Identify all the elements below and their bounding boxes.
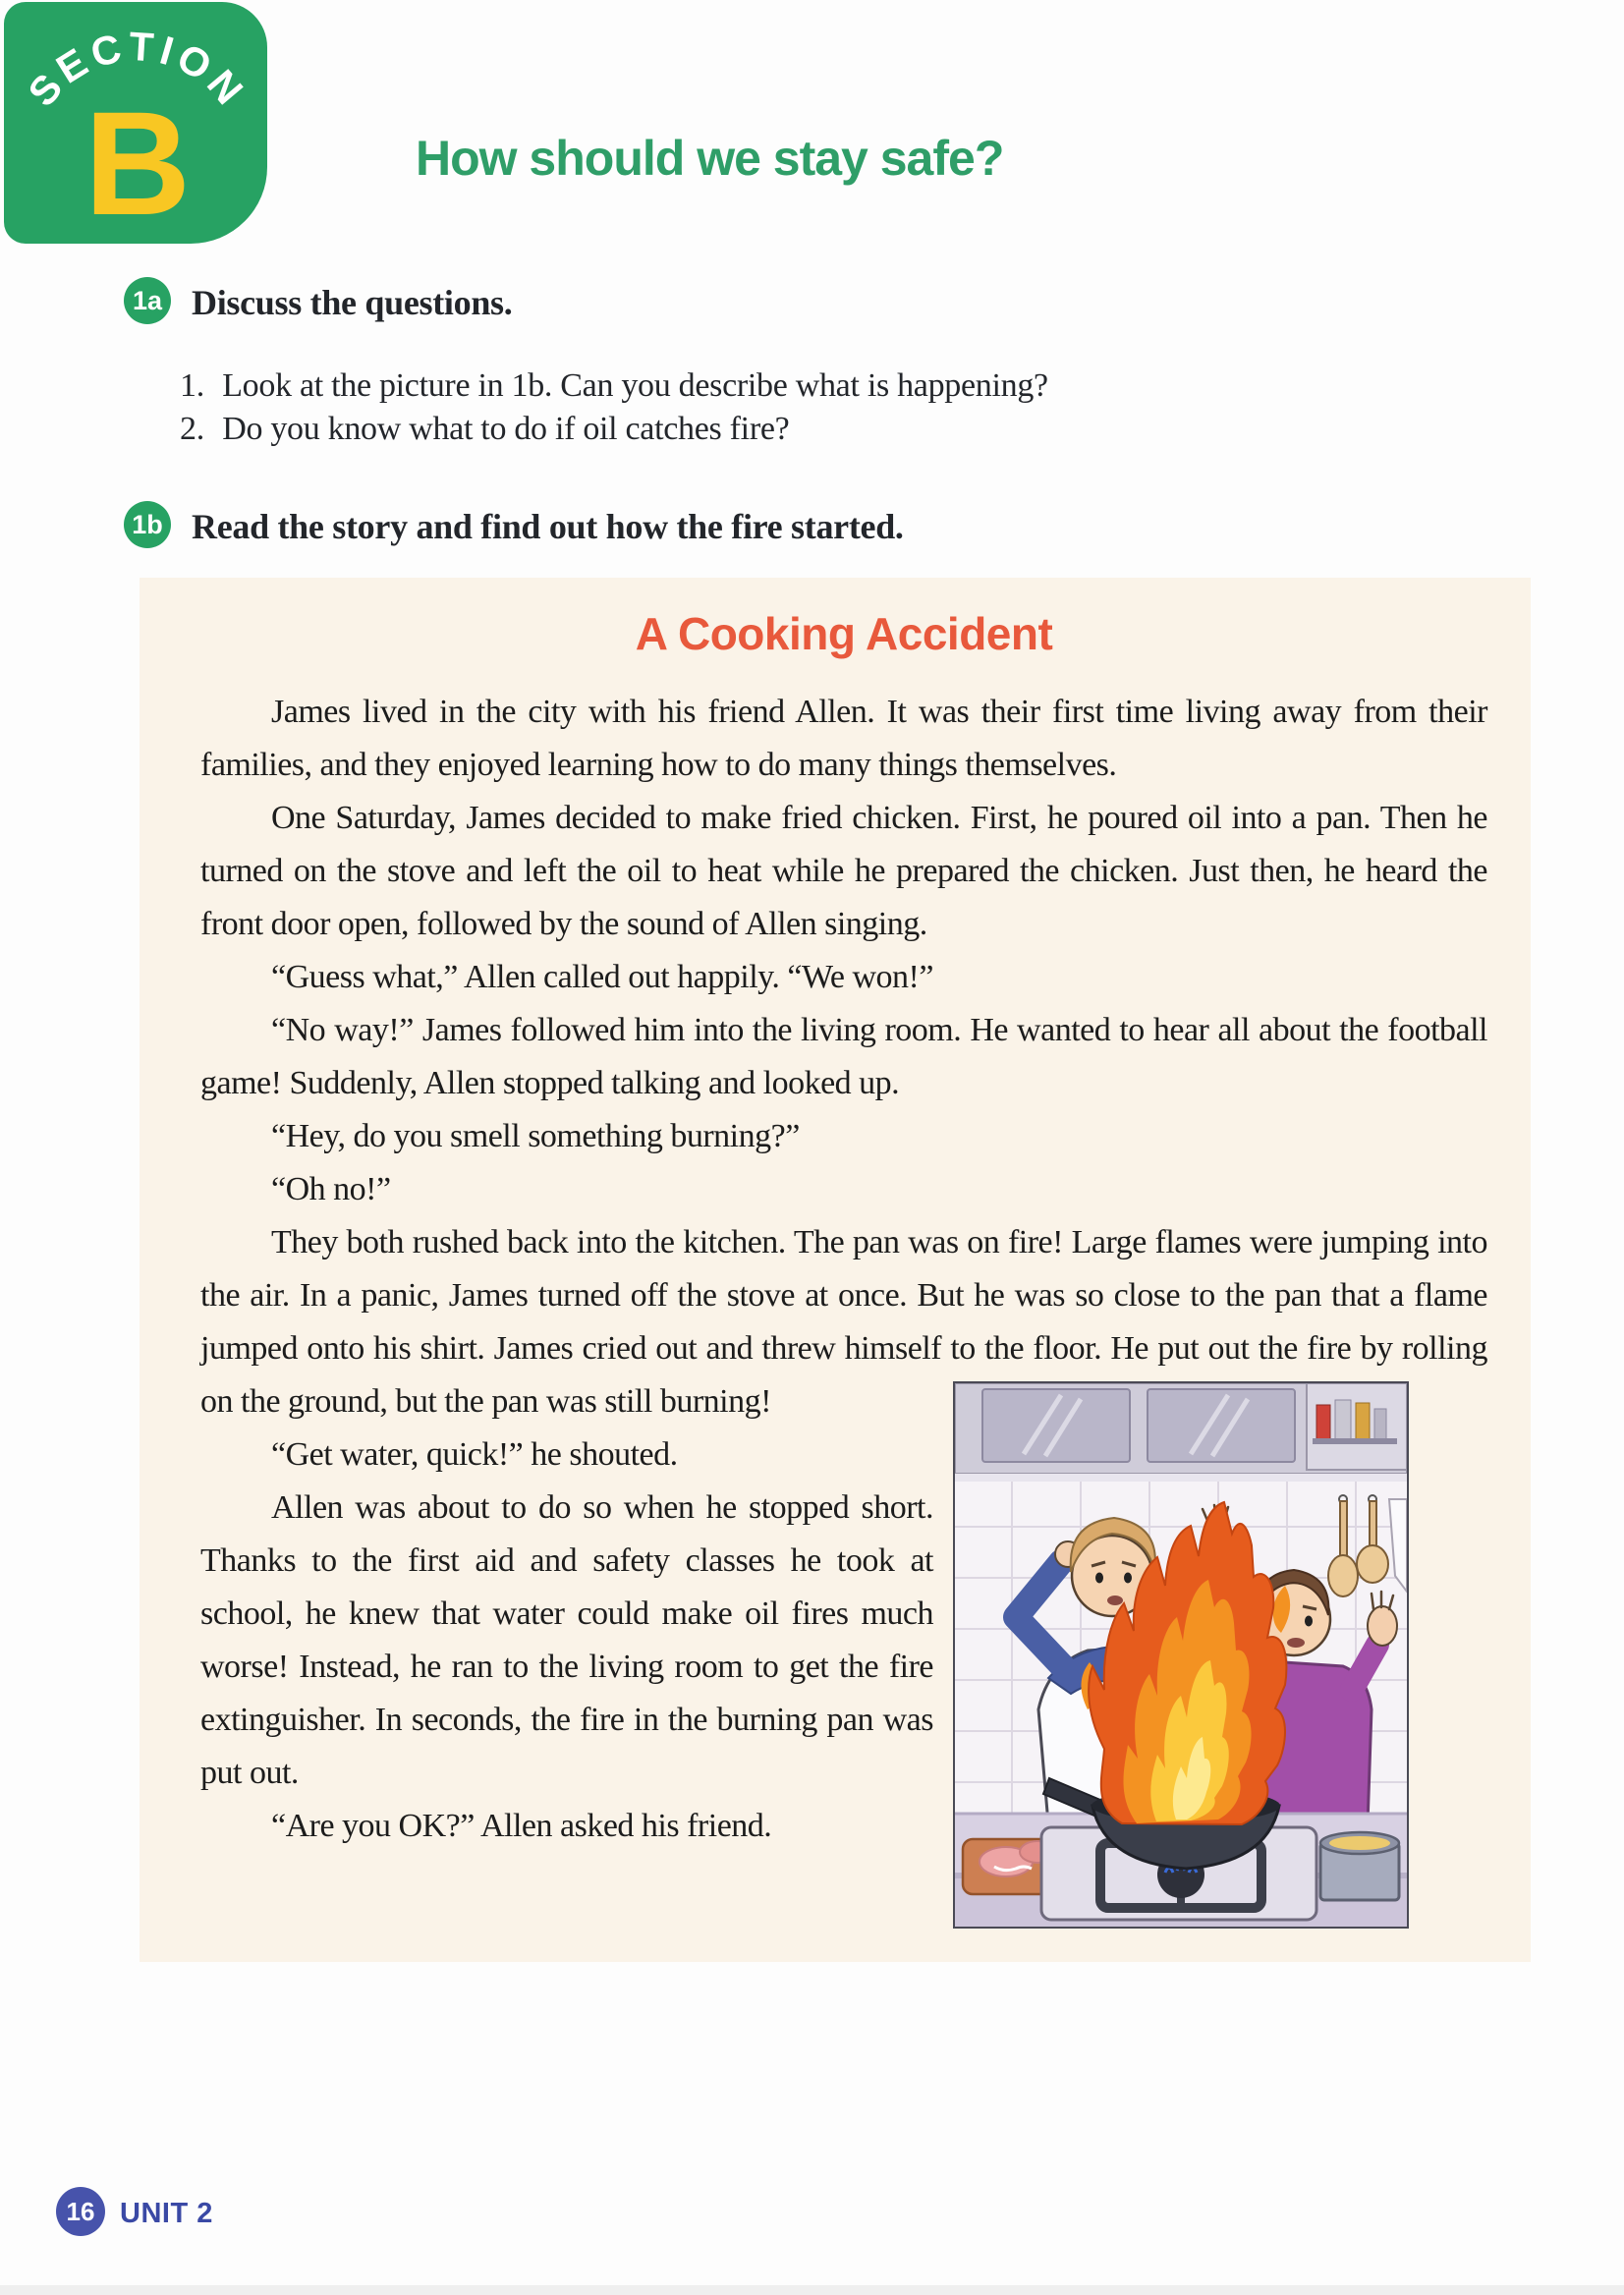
wooden-spoon bbox=[1357, 1545, 1388, 1583]
story-text: “Hey, do you smell something burning?” bbox=[271, 1118, 800, 1154]
question-number: 1. bbox=[180, 367, 204, 404]
story-text: They both rushed back into the kitchen. The pan was on fire! Large flames were jumping into the air. In a panic, James turned off the stove at once. But he was so close to the pan that a flame jumped onto his shirt. James cried out and threw himself to the floor. He put out the fire by rolling bbox=[200, 1224, 1487, 1367]
story-text: “Get water, quick!” he shouted. bbox=[271, 1436, 678, 1473]
section-letter: B bbox=[84, 81, 192, 244]
story-paragraph bbox=[200, 1004, 1487, 1110]
activity-1a-badge: 1a bbox=[124, 277, 171, 324]
page-number-badge: 16 bbox=[56, 2187, 105, 2236]
section-label: SECTION bbox=[19, 23, 255, 117]
question-number: 2. bbox=[180, 411, 204, 447]
activity-1b-badge: 1b bbox=[124, 501, 171, 548]
activity-1b-instruction: Read the story and find out how the fire started. bbox=[192, 507, 904, 546]
story-paragraph bbox=[200, 1110, 1487, 1163]
activity-1a-header bbox=[124, 277, 512, 324]
story-title: A Cooking Accident bbox=[635, 608, 1053, 659]
story-text: Allen was about to do so when he stopped short. Thanks to the first aid and safety classes he took at school, he knew that water could make oil fires much worse! Instead, he ran to the living room to get the fire extinguisher. In seconds, the fire in the burning pan was put out. bbox=[200, 1489, 933, 1791]
bottle bbox=[1356, 1403, 1370, 1440]
question-item-2 bbox=[180, 411, 789, 448]
raised-palm bbox=[1368, 1606, 1397, 1646]
question-text: Look at the picture in 1b. Can you describe what is happening? bbox=[222, 367, 1048, 404]
story-paragraph bbox=[200, 1163, 1487, 1216]
story-text: “Are you OK?” Allen asked his friend. bbox=[271, 1808, 772, 1844]
soup bbox=[1329, 1836, 1390, 1850]
section-badge bbox=[4, 2, 267, 244]
bottle bbox=[1316, 1405, 1330, 1440]
page-edge-shadow bbox=[0, 2285, 1624, 2295]
activity-1a-instruction: Discuss the questions. bbox=[192, 283, 513, 322]
bottle bbox=[1335, 1400, 1351, 1440]
story-paragraph bbox=[200, 1216, 1487, 1428]
question-text: Do you know what to do if oil catches fire? bbox=[222, 411, 790, 447]
activity-1b-header bbox=[124, 501, 904, 548]
story-text: “No way!” James followed him into the living room. He wanted to hear all about the football game! Suddenly, Allen stopped talking and looked up. bbox=[200, 1012, 1487, 1101]
story-illustration bbox=[953, 1381, 1409, 1929]
story-paragraph bbox=[200, 686, 1487, 792]
worried-mouth bbox=[1107, 1595, 1123, 1605]
story-box bbox=[140, 578, 1531, 1962]
story-text: “Guess what,” Allen called out happily. “We won!” bbox=[271, 959, 933, 995]
story-text: on the ground, but the pan was still burning! bbox=[200, 1383, 771, 1420]
story-text: James lived in the city with his friend Allen. It was their first time living away from their families, and they enjoyed learning how to do many things themselves. bbox=[200, 694, 1487, 783]
upper-cabinets bbox=[955, 1383, 1407, 1482]
soup-pot bbox=[1320, 1832, 1399, 1900]
question-item-1 bbox=[180, 367, 1048, 405]
story-text: One Saturday, James decided to make fried chicken. First, he poured oil into a pan. Then he turned on the stove and left the oil to heat while he prepared the chicken. Just then, he heard the front door open, followed by the sound of Allen singing. bbox=[200, 800, 1487, 942]
story-paragraph bbox=[200, 792, 1487, 951]
story-text: “Oh no!” bbox=[271, 1171, 391, 1207]
section-badge-art bbox=[4, 2, 267, 244]
page-title: How should we stay safe? bbox=[416, 131, 1004, 186]
story-paragraph bbox=[200, 951, 1487, 1004]
worried-mouth bbox=[1287, 1638, 1305, 1648]
unit-label: UNIT 2 bbox=[120, 2198, 213, 2229]
wooden-spoon bbox=[1328, 1555, 1358, 1596]
bottle bbox=[1374, 1409, 1386, 1440]
